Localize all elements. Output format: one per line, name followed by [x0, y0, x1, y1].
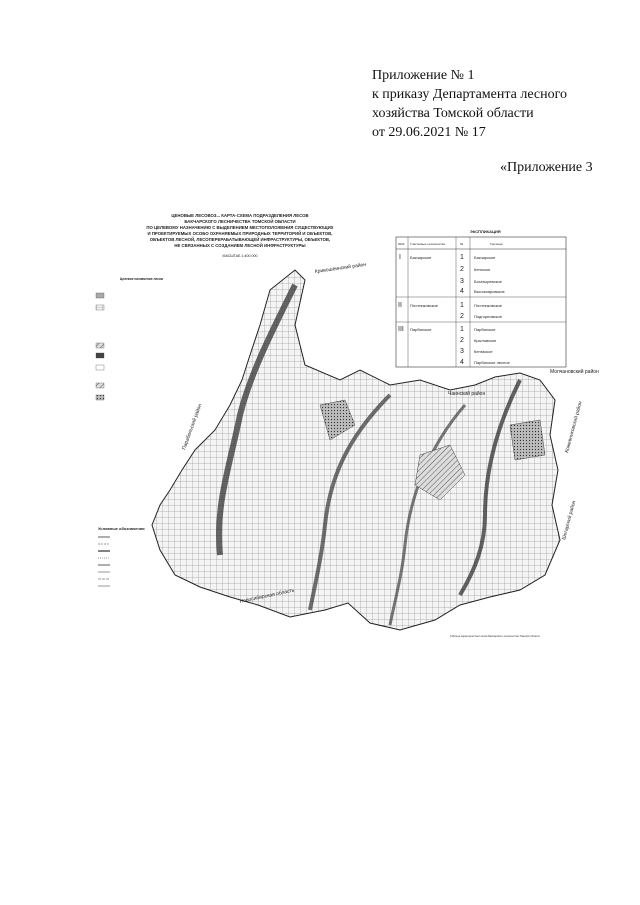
explication-header: Участковые лесничества — [410, 242, 445, 246]
item-name: Богатыревское — [474, 279, 502, 284]
group-name: Плотниковское — [410, 303, 439, 308]
item-number: 4 — [460, 288, 464, 295]
explication-header: № — [460, 242, 464, 246]
header-line-4: от 29.06.2021 № 17 — [372, 125, 486, 140]
item-name: Высокояровское — [474, 289, 505, 294]
explication-table — [396, 229, 566, 367]
district-label: Шегарский район — [561, 500, 578, 541]
map-title-line: ЦЕНОВЫЕ ЛЕСОВОЗ... КАРТА-СХЕМА ПОДРАЗДЕЛЕНИЯ ЛЕСОВ — [171, 213, 309, 218]
map-title — [146, 213, 333, 258]
explication-title: ЭКСПЛИКАЦИЯ — [470, 229, 501, 234]
district-label: Молчановский район — [550, 369, 599, 375]
district-label: Новосибирская область — [239, 587, 295, 605]
target-legend — [96, 277, 163, 400]
map-scale: МАСШТАБ 1:400 000 — [222, 254, 258, 258]
district-label: Кожевниковский район — [564, 400, 584, 454]
item-number: 1 — [460, 302, 464, 309]
item-name: Кенгаское — [474, 349, 493, 354]
item-name: Подгорновское — [474, 314, 502, 319]
item-number: 2 — [460, 337, 464, 344]
item-number: 3 — [460, 278, 464, 285]
legend-left-title: Целевое назначение лесов — [120, 277, 163, 281]
explication-header: Урочища — [490, 242, 503, 246]
group-name: Бакчарское — [410, 255, 432, 260]
item-number: 2 — [460, 313, 464, 320]
map-title-line: И ПРОЕКТИРУЕМЫХ ОСОБО ОХРАНЯЕМЫХ ПРИРОДНЫХ ТЕРРИТОРИЙ И ОБЪЕКТОВ, — [147, 231, 333, 236]
item-name: Парбигское лесное — [474, 360, 510, 365]
item-name: Плотниковское — [474, 303, 503, 308]
group-number: I — [399, 254, 401, 261]
map-title-line: ПО ЦЕЛЕВОМУ НАЗНАЧЕНИЮ С ВЫДЕЛЕНИЕМ МЕСТОПОЛОЖЕНИЯ СУЩЕСТВУЮЩИХ — [146, 225, 334, 230]
map-title-line: ОБЪЕКТОВ ЛЕСНОЙ, ЛЕСОПЕРЕРАБАТЫВАЮЩЕЙ ИНФРАСТРУКТУРЫ, ОБЪЕКТОВ, — [149, 237, 331, 242]
item-name: Крыловское — [474, 338, 497, 343]
map-title-line: БАКЧАРСКОГО ЛЕСНИЧЕСТВА ТОМСКОЙ ОБЛАСТИ — [184, 219, 296, 224]
protected-zone — [510, 420, 545, 460]
group-number: II — [398, 302, 402, 309]
header-line-3: хозяйства Томской области — [372, 106, 534, 121]
district-label: Чаинский район — [448, 391, 486, 397]
map-footer-note: Таблица характеристики лесов Бакчарского лесничества Томской области — [450, 635, 540, 638]
item-number: 3 — [460, 348, 464, 355]
item-number: 1 — [460, 254, 464, 261]
explication-header: №№ — [398, 242, 405, 246]
item-name: Бакчарское — [474, 255, 496, 260]
header-line-2: к приказу Департамента лесного — [372, 87, 568, 102]
order-header — [372, 66, 622, 142]
item-number: 4 — [460, 359, 464, 366]
appendix-label: «Приложение 3 — [500, 160, 593, 175]
conventional-signs-legend — [98, 526, 145, 586]
district-label: Кривошеинский район — [314, 261, 367, 275]
forest-map — [90, 205, 610, 645]
item-name: Парбигское — [474, 327, 496, 332]
group-number: III — [398, 326, 404, 333]
header-line-1: Приложение № 1 — [372, 68, 475, 83]
group-name: Парбигское — [410, 327, 432, 332]
item-number: 2 — [460, 266, 464, 273]
item-name: Кенгское — [474, 267, 491, 272]
item-number: 1 — [460, 326, 464, 333]
district-label: Парабельский район — [181, 403, 204, 451]
map-title-line: НЕ СВЯЗАННЫХ С СОЗДАНИЕМ ЛЕСНОЙ ИНФРАСТРУКТУРЫ — [174, 243, 306, 248]
legend-title: Условные обозначения — [98, 526, 145, 531]
